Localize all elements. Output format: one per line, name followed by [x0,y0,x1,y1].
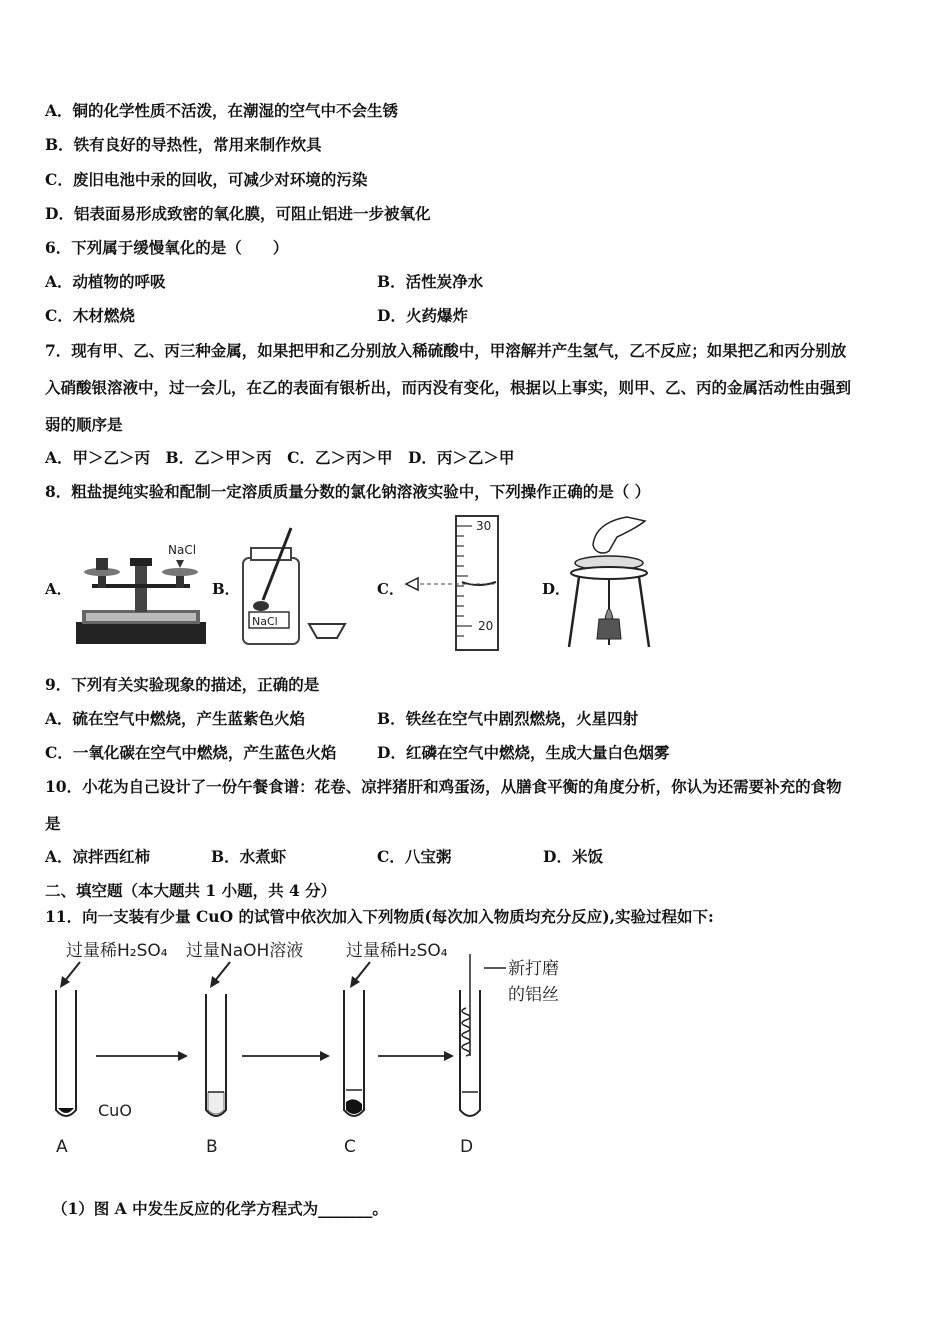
reagent-label-a: 过量稀H₂SO₄ [66,941,168,961]
q10-option-a: A．凉拌西红柿 [45,847,151,866]
q6-option-c: C．木材燃烧 [45,306,135,325]
q9-option-b: B．铁丝在空气中剧烈燃烧，火星四射 [377,709,639,728]
tube-label-c: C [344,1137,356,1157]
q10-stem-line2: 是 [45,814,61,833]
q5-option-d: D．铝表面易形成致密的氧化膜，可阻止铝进一步被氧化 [45,204,431,223]
graduated-cylinder-figure [400,512,510,652]
q5-option-a: A．铜的化学性质不活泼，在潮湿的空气中不会生锈 [45,101,399,120]
q8-label-b: B． [212,580,240,598]
cylinder-mark-30: 30 [476,519,492,533]
tube-label-d: D [460,1137,474,1157]
cuo-label: CuO [98,1101,132,1120]
reagent-bottle-figure [233,520,363,650]
tube-label-b: B [206,1137,218,1157]
q9-option-d: D．红磷在空气中燃烧，生成大量白色烟雾 [377,743,670,762]
evaporation-figure [565,515,655,650]
q8-label-c: C． [377,580,404,598]
q7-stem-line1: 7．现有甲、乙、丙三种金属，如果把甲和乙分别放入稀硫酸中，甲溶解并产生氢气，乙不反应；如果把乙和丙分别放 [45,341,847,360]
q6-stem: 6．下列属于缓慢氧化的是（ ） [45,238,289,257]
q11-subquestion-1: （1）图 A 中发生反应的化学方程式为_______。 [52,1199,388,1218]
q5-option-c: C．废旧电池中汞的回收，可减少对环境的污染 [45,170,368,189]
q8-label-d: D． [542,580,571,598]
q7-stem-line2: 入硝酸银溶液中，过一会儿，在乙的表面有银析出，而丙没有变化，根据以上事实，则甲、乙、丙的金属活动性由强到 [45,378,852,397]
q9-option-c: C．一氧化碳在空气中燃烧，产生蓝色火焰 [45,743,337,762]
q6-option-d: D．火药爆炸 [377,306,468,325]
reagent-label-b: 过量NaOH溶液 [186,941,304,961]
q8-label-a: A． [45,580,72,598]
test-tube-sequence-figure [40,932,600,1162]
balance-figure [72,540,212,650]
q10-option-c: C．八宝粥 [377,847,452,866]
tube-label-a: A [56,1137,68,1157]
q10-option-b: B．水煮虾 [211,847,287,866]
q9-option-a: A．硫在空气中燃烧，产生蓝紫色火焰 [45,709,306,728]
q10-option-d: D．米饭 [543,847,603,866]
q10-stem-line1: 10．小花为自己设计了一份午餐食谱：花卷、凉拌猪肝和鸡蛋汤，从膳食平衡的角度分析，你认为还需要补充的食物 [45,777,842,796]
reagent-label-d-line1: 新打磨 [508,959,559,979]
bottle-nacl-label: NaCl [252,615,278,628]
q7-stem-line3: 弱的顺序是 [45,415,123,434]
q6-option-a: A．动植物的呼吸 [45,272,166,291]
q7-options: A．甲＞乙＞丙 B．乙＞甲＞丙 C．乙＞丙＞甲 D．丙＞乙＞甲 [45,448,515,467]
q8-stem: 8．粗盐提纯实验和配制一定溶质质量分数的氯化钠溶液实验中，下列操作正确的是（ ） [45,482,651,501]
cylinder-mark-20: 20 [478,619,494,633]
reagent-label-d-line2: 的铝丝 [508,985,559,1005]
q11-stem: 11．向一支装有少量 CuO 的试管中依次加入下列物质(每次加入物质均充分反应),实验过程如下: [45,907,714,926]
section-2-heading: 二、填空题（本大题共 1 小题，共 4 分） [45,881,337,900]
reagent-label-c: 过量稀H₂SO₄ [346,941,448,961]
q5-option-b: B．铁有良好的导热性，常用来制作炊具 [45,135,322,154]
balance-nacl-label: NaCl [168,543,197,557]
q9-stem: 9．下列有关实验现象的描述，正确的是 [45,675,320,694]
q6-option-b: B．活性炭净水 [377,272,484,291]
